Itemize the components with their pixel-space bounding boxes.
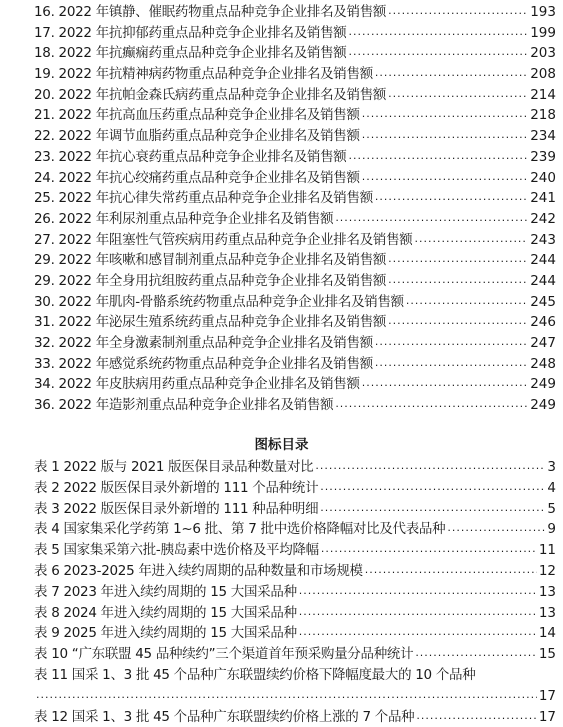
toc-entry-label: 27. 2022 年阻塞性气管疾病用药重点品种竞争企业排名及销售额 [34, 231, 413, 248]
toc-entry[interactable] [34, 126, 556, 147]
dot-leader [375, 189, 528, 203]
figure-entry[interactable] [34, 457, 556, 478]
toc-entry[interactable] [34, 395, 556, 416]
dot-leader [321, 541, 537, 555]
toc-entry-label: 19. 2022 年抗精神病药物重点品种竞争企业排名及销售额 [34, 66, 373, 83]
figure-entry-page: 15 [538, 646, 556, 663]
toc-entry-page: 203 [530, 45, 556, 62]
dot-leader [388, 85, 528, 99]
toc-entry-page: 218 [530, 107, 556, 124]
dot-leader [299, 582, 537, 596]
figure-entry-page: 9 [547, 521, 556, 538]
toc-entry[interactable] [34, 333, 556, 354]
toc-entry-label: 21. 2022 年抗高血压药重点品种竞争企业排名及销售额 [34, 107, 360, 124]
toc-entry-page: 239 [530, 148, 556, 165]
toc-entry-page: 240 [530, 169, 556, 186]
toc-entry-page: 244 [530, 272, 556, 289]
toc-entry-page: 249 [530, 397, 556, 414]
figure-entry[interactable] [34, 478, 556, 499]
figure-list [34, 457, 556, 727]
figure-entry-label: 表 5 国家集采第六批-胰岛素中选价格及平均降幅 [34, 542, 319, 559]
toc-entry-label: 16. 2022 年镇静、催眠药物重点品种竞争企业排名及销售额 [34, 4, 387, 20]
dot-leader [349, 23, 529, 37]
toc-entry-page: 199 [530, 24, 556, 41]
toc-entry[interactable] [34, 230, 556, 251]
toc-entry-page: 245 [530, 293, 556, 310]
dot-leader [416, 707, 536, 721]
figure-entry-label: 表 10 “广东联盟 45 品种续约”三个渠道首年预采购量分品种统计 [34, 646, 414, 663]
toc-entry-page: 244 [530, 252, 556, 269]
figure-entry[interactable] [34, 707, 556, 727]
toc-entry-page: 208 [530, 66, 556, 83]
figure-entry-label: 表 9 2025 年进入续约周期的 15 大国采品种 [34, 625, 297, 642]
dot-leader [415, 230, 529, 244]
figure-entry-label: 表 12 国采 1、3 批 45 个品种广东联盟续约价格上涨的 7 个品种 [34, 708, 415, 725]
dot-leader [388, 313, 528, 327]
toc-entry-label: 20. 2022 年抗帕金森氏病药重点品种竞争企业排名及销售额 [34, 86, 387, 103]
dot-leader [447, 520, 545, 534]
toc-entry-label: 23. 2022 年抗心衰药重点品种竞争企业排名及销售额 [34, 148, 347, 165]
toc-entry[interactable] [34, 374, 556, 395]
figure-entry[interactable] [34, 623, 556, 644]
dot-leader [365, 561, 537, 575]
toc-entry-page: 241 [530, 190, 556, 207]
figure-entry[interactable] [34, 519, 556, 540]
dot-leader [362, 375, 529, 389]
toc-entry-label: 36. 2022 年造影剂重点品种竞争企业排名及销售额 [34, 397, 334, 414]
figure-entry-label: 表 8 2024 年进入续约周期的 15 大国采品种 [34, 604, 297, 621]
figure-entry-page: 17 [538, 687, 556, 704]
dot-leader [362, 168, 529, 182]
dot-leader [375, 65, 528, 79]
dot-leader [388, 251, 528, 265]
figures-heading: 图标目录 [254, 437, 309, 453]
dot-leader [406, 292, 528, 306]
dot-leader [388, 3, 528, 17]
figure-entry-label: 表 4 国家集采化学药第 1~6 批、第 7 批中选价格降幅对比及代表品种 [34, 521, 446, 538]
figure-entry[interactable] [34, 644, 556, 665]
toc-entry-page: 242 [530, 210, 556, 227]
dot-leader [335, 209, 528, 223]
dot-leader [299, 624, 537, 638]
figure-entry[interactable] [34, 665, 556, 707]
figure-entry-label: 表 7 2023 年进入续约周期的 15 大国采品种 [34, 583, 297, 600]
toc-entry[interactable] [34, 64, 556, 85]
figure-entry-page: 4 [547, 479, 556, 496]
toc-entry[interactable] [34, 209, 556, 230]
dot-leader [375, 354, 528, 368]
figure-entry[interactable] [34, 603, 556, 624]
dot-leader [299, 603, 537, 617]
toc-list [34, 2, 556, 416]
toc-entry[interactable] [34, 147, 556, 168]
figure-entry-label: 表 3 2022 版医保目录外新增的 111 种品种明细 [34, 500, 319, 517]
toc-entry[interactable] [34, 271, 556, 292]
toc-entry-label: 32. 2022 年全身激素制剂重点品种竞争企业排名及销售额 [34, 335, 373, 351]
toc-entry-label: 17. 2022 年抗抑郁药重点品种竞争企业排名及销售额 [34, 24, 347, 41]
toc-entry[interactable] [34, 250, 556, 271]
toc-entry-label: 18. 2022 年抗癫痫药重点品种竞争企业排名及销售额 [34, 45, 347, 62]
figure-entry-page: 5 [547, 500, 556, 517]
toc-entry-label: 25. 2022 年抗心律失常药重点品种竞争企业排名及销售额 [34, 190, 373, 207]
toc-entry-label: 29. 2022 年全身用抗组胺药重点品种竞争企业排名及销售额 [34, 272, 387, 289]
toc-entry-label: 33. 2022 年感觉系统药物重点品种竞争企业排名及销售额 [34, 355, 373, 372]
toc-entry-page: 249 [530, 376, 556, 393]
toc-entry-page: 243 [530, 231, 556, 248]
dot-leader [315, 458, 545, 472]
toc-entry-page: 248 [530, 355, 556, 372]
figure-entry-page: 13 [538, 604, 556, 621]
toc-entry-page: 247 [530, 335, 556, 351]
dot-leader [375, 334, 528, 348]
dot-leader [388, 271, 528, 285]
toc-entry-label: 29. 2022 年咳嗽和感冒制剂重点品种竞争企业排名及销售额 [34, 252, 387, 269]
figure-entry-label: 表 1 2022 版与 2021 版医保目录品种数量对比 [34, 459, 314, 475]
figure-entry-page: 14 [538, 625, 556, 642]
figure-entry-label: 表 6 2023-2025 年进入续约周期的品种数量和市场规模 [34, 562, 363, 579]
toc-entry[interactable] [34, 23, 556, 44]
toc-entry-page: 246 [530, 314, 556, 331]
figure-entry-label: 表 2 2022 版医保目录外新增的 111 个品种统计 [34, 479, 319, 496]
figure-entry-page: 11 [538, 542, 556, 559]
dot-leader [349, 147, 529, 161]
dot-leader [320, 499, 545, 513]
figure-entry-label: 表 11 国采 1、3 批 45 个品种广东联盟续约价格下降幅度最大的 10 个品种 [34, 666, 476, 683]
toc-entry[interactable] [34, 85, 556, 106]
dot-leader [415, 645, 537, 659]
toc-entry[interactable] [34, 312, 556, 333]
toc-entry-page: 214 [530, 86, 556, 103]
figure-entry-page: 3 [547, 459, 556, 475]
dot-leader [362, 127, 529, 141]
toc-entry-page: 234 [530, 128, 556, 145]
toc-entry-page: 193 [530, 4, 556, 20]
toc-entry[interactable] [34, 43, 556, 64]
toc-entry-label: 24. 2022 年抗心绞痛药重点品种竞争企业排名及销售额 [34, 169, 360, 186]
figure-entry[interactable] [34, 499, 556, 520]
dot-leader [335, 396, 528, 410]
dot-leader [320, 478, 545, 492]
toc-entry-label: 26. 2022 年利尿剂重点品种竞争企业排名及销售额 [34, 210, 334, 227]
toc-entry[interactable] [34, 354, 556, 375]
dot-leader [36, 686, 537, 700]
toc-entry[interactable] [34, 2, 556, 23]
figure-entry[interactable] [34, 540, 556, 561]
figure-entry-page: 12 [538, 562, 556, 579]
toc-entry[interactable] [34, 105, 556, 126]
figure-entry-page: 13 [538, 583, 556, 600]
toc-entry[interactable] [34, 188, 556, 209]
toc-entry[interactable] [34, 168, 556, 189]
dot-leader [362, 106, 529, 120]
toc-entry-label: 34. 2022 年皮肤病用药重点品种竞争企业排名及销售额 [34, 376, 360, 393]
figure-entry[interactable] [34, 561, 556, 582]
toc-entry-label: 22. 2022 年调节血脂药重点品种竞争企业排名及销售额 [34, 128, 360, 145]
toc-entry-label: 30. 2022 年肌肉-骨骼系统药物重点品种竞争企业排名及销售额 [34, 293, 404, 310]
toc-entry[interactable] [34, 292, 556, 313]
figure-entry-page: 17 [538, 708, 556, 725]
toc-entry-label: 31. 2022 年泌尿生殖系统药重点品种竞争企业排名及销售额 [34, 314, 387, 331]
dot-leader [349, 44, 529, 58]
figure-entry[interactable] [34, 582, 556, 603]
